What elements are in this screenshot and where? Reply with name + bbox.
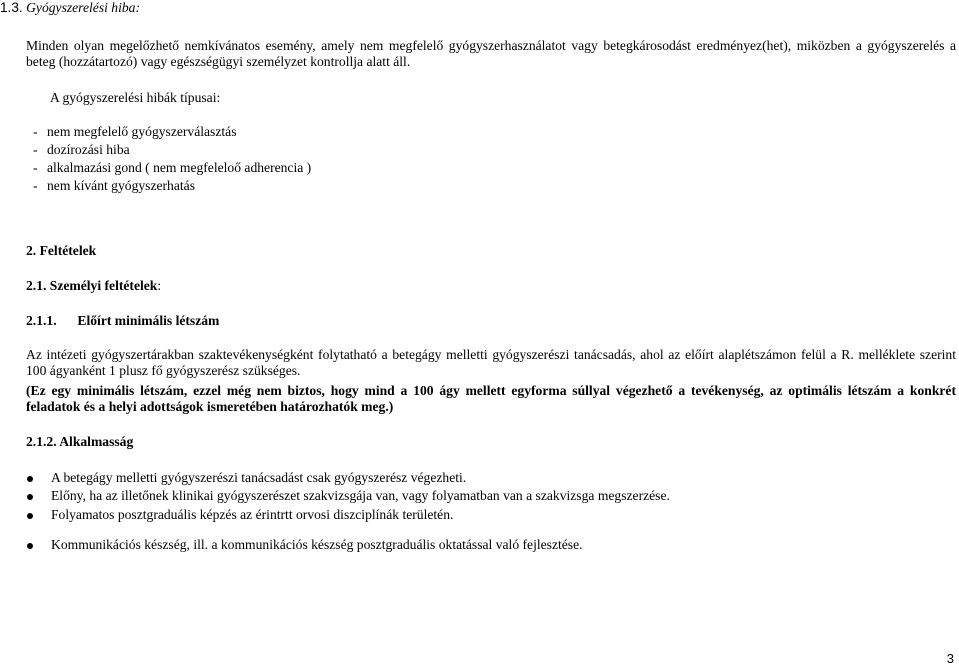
bullet-dot-icon <box>27 494 33 500</box>
heading-szemelyi-text: 2.1. Személyi feltételek <box>26 278 158 293</box>
section-title: Gyógyszerelési hiba: <box>26 0 140 15</box>
staff-paragraph: Az intézeti gyógyszertárakban szaktevékenységként folytatható a betegágy melletti gyógyszerészi tanácsadás, ahol az előírt alaplétszámon felül a R. melléklete szerint 100 ágyanként 1 plusz fő gyógyszerész szükséges. <box>26 347 956 378</box>
staff-note: (Ez egy minimális létszám, ezzel még nem biztos, hogy mind a 100 ágy mellett egyforma súllyal végezhető a tevékenység, az optimális létszám a konkrét feladatok és a helyi adottságok ismeretében határozhatók meg.) <box>26 383 956 414</box>
bullet-text: Kommunikációs készség, ill. a kommunikációs készség posztgraduális oktatással való fejlesztése. <box>51 537 583 552</box>
list-item-text: alkalmazási gond ( nem megfeleloő adherencia ) <box>47 160 312 175</box>
list-dash: - <box>33 142 38 157</box>
heading-szemelyi-colon: : <box>157 278 162 293</box>
list-item-text: nem kívánt gyógyszerhatás <box>47 178 195 193</box>
list-dash: - <box>33 160 38 175</box>
bullet-text: Folyamatos posztgraduális képzés az érintrtt orvosi diszciplínák területén. <box>51 507 454 522</box>
types-intro: A gyógyszerelési hibák típusai: <box>50 90 221 105</box>
bullet-dot-icon <box>27 543 33 549</box>
list-dash: - <box>33 124 38 139</box>
heading-title: Előírt minimális létszám <box>77 313 220 328</box>
heading-alkalmassag: 2.1.2. Alkalmasság <box>26 434 134 449</box>
suitability-list <box>26 0 956 669</box>
definition-paragraph: Minden olyan megelőzhető nemkívánatos esemény, amely nem megfelelő gyógyszerhasználatot vagy betegkárosodást eredményez(het), miközben a gyógyszerelés a beteg (hozzátartozó) vagy egészségügyi személyzet kontrollja alatt áll. <box>26 38 956 69</box>
bullet-text: Előny, ha az illetőnek klinikai gyógyszerészet szakvizsgája van, vagy folyamatban van a szakvizsga megszerzése. <box>51 488 670 503</box>
list-item-text: nem megfelelő gyógyszerválasztás <box>47 124 237 139</box>
bullet-dot-icon <box>27 513 33 519</box>
page-number: 3 <box>946 651 954 666</box>
list-dash: - <box>33 178 38 193</box>
list-item-text: dozírozási hiba <box>47 142 130 157</box>
bullet-text: A betegágy melletti gyógyszerészi tanácsadást csak gyógyszerész végezheti. <box>51 470 467 485</box>
section-number: 1.3. <box>0 0 23 15</box>
heading-number: 2.1.1. <box>26 313 57 328</box>
bullet-dot-icon <box>27 476 33 482</box>
heading-feltetelek: 2. Feltételek <box>26 243 97 258</box>
